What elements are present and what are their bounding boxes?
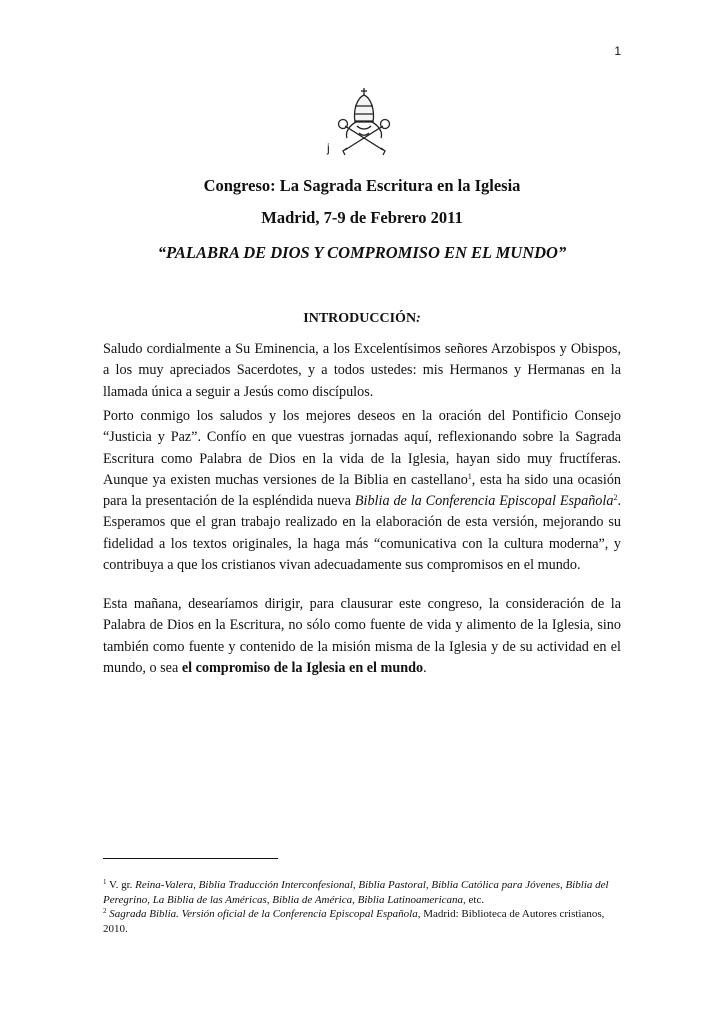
footnote-italic: Sagrada Biblia. Versión oficial de la Conferencia Episcopal Española — [106, 908, 418, 920]
footnote-number: 2 — [103, 907, 107, 915]
section-heading-text: INTRODUCCIÓN — [303, 311, 417, 326]
paragraph-text: , esta ha sido una ocasión para la presentación de la espléndida nueva — [103, 471, 622, 510]
paragraph-text: Esta mañana, desearíamos dirigir, para clausurar este congreso, la consideración de la Palabra de Dios en la Escritura, no sólo como fuente de vida y alimento de la Iglesia, sino también como fuente y contenido de la misión misma de la Iglesia y de su actividad en el mundo, o sea — [103, 596, 621, 676]
papal-tiara-keys-seal-icon — [331, 86, 397, 158]
footnote-text: V. gr. — [106, 879, 136, 891]
footnote-divider — [103, 858, 278, 859]
seal-mark: j — [327, 141, 330, 155]
footnote-ref-1[interactable]: 1 — [467, 471, 472, 481]
event-motto: “PALABRA DE DIOS Y COMPROMISO EN EL MUNDO” — [157, 243, 567, 262]
section-heading — [103, 311, 621, 327]
paragraph-text: . — [423, 659, 427, 676]
footnote-ref-2[interactable]: 2 — [613, 493, 618, 503]
paragraph-text: . Esperamos que el gran trabajo realizado en la elaboración de esta versión, mejorando su fidelidad a los textos originales, la haga más “comunicativa con la cultura moderna”, y contribuya a que los cristianos vivan adecuadamente sus compromisos en el mundo. — [103, 493, 621, 574]
page-title: Congreso: La Sagrada Escritura en la Iglesia — [203, 176, 521, 195]
page-number: 1 — [614, 44, 621, 58]
footnote-number: 1 — [103, 878, 107, 886]
event-date: Madrid, 7-9 de Febrero 2011 — [261, 208, 463, 227]
bible-title-italic: Biblia de la Conferencia Episcopal Española — [354, 493, 614, 510]
footnote-italic: Reina-Valera, Biblia Traducción Interconfesional, Biblia Pastoral, Biblia Católica para Jóvenes, Biblia del Peregrino, La Biblia de las Américas, Biblia de América, Biblia Latinoamericana — [103, 879, 609, 906]
paragraph-text: Porto conmigo los saludos y los mejores deseos en la oración del Pontificio Consejo “Justicia y Paz”. Confío en que vuestras jornadas aquí, reflexionando sobre la Sagrada Escritura como Palabra de Dios en la vida de la Iglesia, hayan sido muy fructíferas. Aunque ya existen muchas versiones de la Biblia en castellano — [103, 408, 621, 488]
emphasis-bold: el compromiso de la Iglesia en el mundo — [181, 659, 424, 676]
footnote-2 — [103, 907, 623, 936]
paragraph-greeting: Saludo cordialmente a Su Eminencia, a los Excelentísimos señores Arzobispos y Obispos, a los muy apreciados Sacerdotes, y a todos ustedes: mis Hermanos y Hermanas en la llamada única a seguir a Jesús como discípulos. — [103, 341, 621, 400]
section-heading-colon: : — [416, 311, 421, 326]
paragraph-greetings-council — [103, 406, 621, 576]
footnote-text: , Madrid: Biblioteca de Autores cristianos, 2010. — [103, 908, 605, 935]
footnote-1 — [103, 878, 623, 907]
footnotes — [103, 878, 623, 936]
paragraph-purpose — [103, 594, 621, 679]
footnote-text: , etc. — [463, 893, 485, 906]
